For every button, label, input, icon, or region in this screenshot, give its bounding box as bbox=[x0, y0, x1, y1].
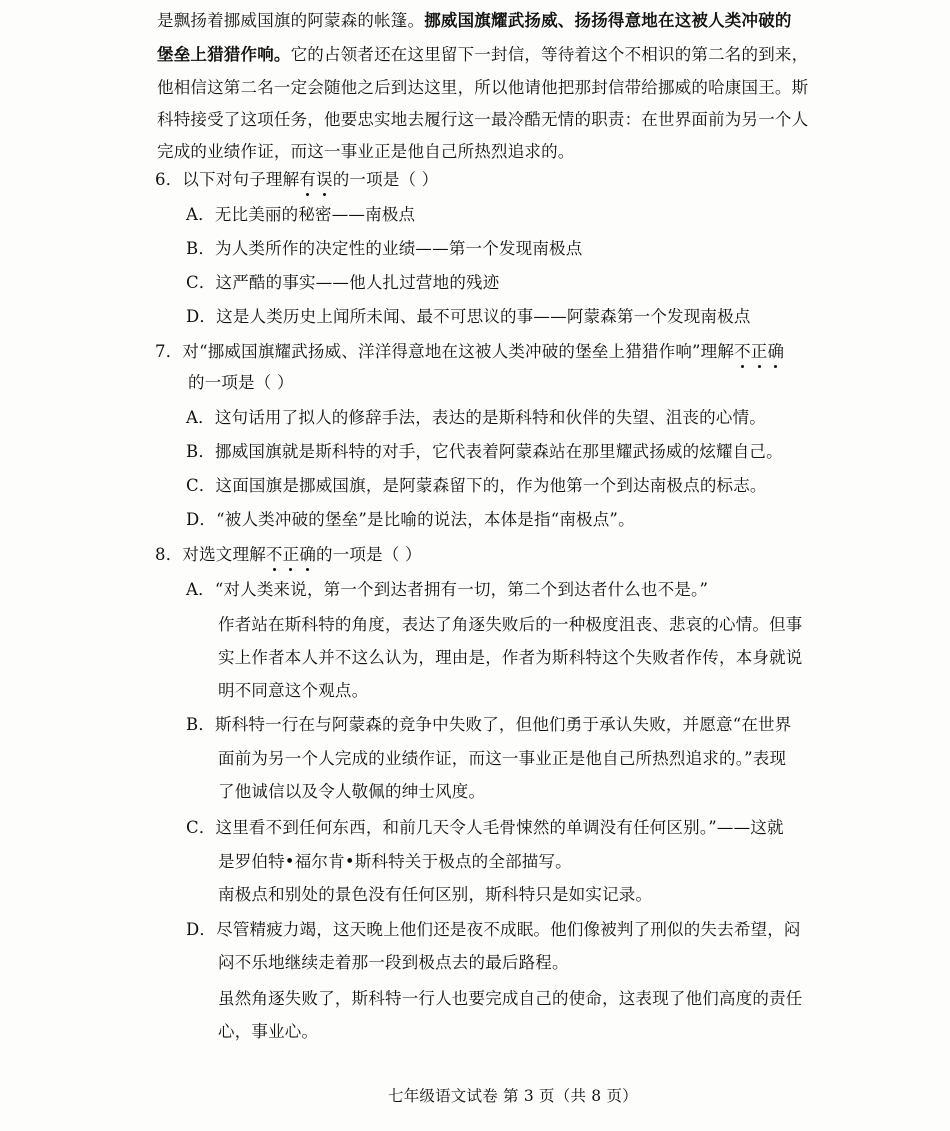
passage-line-1-plain: 是飘扬着挪威国旗的阿蒙森的帐篷。 bbox=[157, 11, 425, 30]
q7-option-c: C．这面国旗是挪威国旗，是阿蒙森留下的，作为他第一个到达南极点的标志。 bbox=[186, 476, 767, 495]
passage-line-1-bold: 挪威国旗耀武扬威、扬扬得意地在这被人类冲破的 bbox=[424, 11, 792, 30]
q6-emphasis-char-2: 误 bbox=[316, 170, 333, 189]
q8-option-c-line-3: 南极点和别处的景色没有任何区别，斯科特只是如实记录。 bbox=[218, 885, 653, 904]
q6-stem-text: 6．以下对句子理解 bbox=[155, 170, 300, 189]
passage-line-1 bbox=[157, 10, 792, 32]
q8-option-c-line-2: 是罗伯特•福尔肯•斯科特关于极点的全部描写。 bbox=[218, 852, 572, 871]
passage-line-4: 科特接受了这项任务，他要忠实地去履行这一最冷酷无情的职责：在世界面前为另一个人 bbox=[157, 110, 809, 129]
q6-option-b: B．为人类所作的决定性的业绩——第一个发现南极点 bbox=[186, 239, 583, 258]
q8-emphasis-char-3: 确 bbox=[299, 545, 317, 564]
q8-option-c-line-1: C．这里看不到任何东西，和前几天令人毛骨悚然的单调没有任何区别。”——这就 bbox=[186, 818, 784, 837]
q8-option-b-line-1: B．斯科特一行在与阿蒙森的竞争中失败了，但他们勇于承认失败，并愿意“在世界 bbox=[186, 715, 792, 734]
q6-stem bbox=[155, 169, 438, 191]
q8-option-d-line-4: 心，事业心。 bbox=[218, 1022, 319, 1041]
q8-option-d-line-2: 闷不乐地继续走着那一段到极点去的最后路程。 bbox=[218, 953, 569, 972]
q7-stem bbox=[155, 341, 784, 363]
q8-option-d-line-1: D．尽管精疲力竭，这天晚上他们还是夜不成眠。他们像被判了刑似的失去希望，闷 bbox=[186, 920, 801, 939]
passage-line-5: 完成的业绩作证，而这一事业正是他自己所热烈追求的。 bbox=[157, 142, 575, 161]
q6-stem-end: 的一项是（ ） bbox=[332, 170, 439, 189]
q8-option-d-line-3: 虽然角逐失败了，斯科特一行人也要完成自己的使命，这表现了他们高度的责任 bbox=[218, 989, 803, 1008]
q6-emphasis-char-1: 有 bbox=[299, 170, 317, 189]
q8-stem-end: 的一项是（ ） bbox=[316, 545, 422, 564]
q6-option-a: A．无比美丽的秘密——南极点 bbox=[186, 205, 416, 224]
q8-option-a-line-3: 实上作者本人并不这么认为，理由是，作者为斯科特这个失败者作传，本身就说 bbox=[218, 648, 803, 667]
q8-option-b-line-3: 了他诚信以及令人敬佩的绅士风度。 bbox=[218, 782, 486, 801]
q7-option-d: D．“被人类冲破的堡垒”是比喻的说法，本体是指“南极点”。 bbox=[186, 510, 635, 529]
q7-emphasis-char-1: 不 bbox=[734, 342, 751, 361]
q7-emphasis-char-3: 确 bbox=[767, 342, 785, 361]
q6-option-d: D．这是人类历史上闻所未闻、最不可思议的事——阿蒙森第一个发现南极点 bbox=[186, 307, 751, 326]
q7-emphasis-char-2: 正 bbox=[750, 342, 768, 361]
passage-line-2-bold: 堡垒上猎猎作响。 bbox=[157, 45, 291, 64]
q8-option-a-line-2: 作者站在斯科特的角度，表达了角逐失败后的一种极度沮丧、悲哀的心情。但事 bbox=[218, 615, 803, 634]
page-footer: 七年级语文试卷 第 3 页（共 8 页） bbox=[388, 1087, 638, 1105]
q7-option-b: B．挪威国旗就是斯科特的对手，它代表着阿蒙森站在那里耀武扬威的炫耀自己。 bbox=[186, 442, 783, 461]
q8-stem bbox=[155, 544, 422, 566]
q7-stem-continuation: 的一项是（ ） bbox=[188, 373, 294, 392]
passage-line-2 bbox=[157, 44, 808, 66]
passage-line-3: 他相信这第二名一定会随他之后到达这里，所以他请他把那封信带给挪威的哈康国王。斯 bbox=[157, 78, 809, 97]
passage-line-2-plain: 它的占领者还在这里留下一封信，等待着这个不相识的第二名的到来， bbox=[290, 45, 809, 64]
q6-option-c: C．这严酷的事实——他人扎过营地的残迹 bbox=[186, 273, 500, 292]
q8-option-b-line-2: 面前为另一个人完成的业绩作证，而这一事业正是他自己所热烈追求的。”表现 bbox=[218, 749, 787, 768]
q7-stem-text: 7．对“挪威国旗耀武扬威、洋洋得意地在这被人类冲破的堡垒上猎猎作响”理解 bbox=[155, 342, 735, 361]
q8-emphasis-char-1: 不 bbox=[265, 545, 283, 564]
q8-emphasis-char-2: 正 bbox=[282, 545, 300, 564]
q7-option-a: A．这句话用了拟人的修辞手法，表达的是斯科特和伙伴的失望、沮丧的心情。 bbox=[186, 408, 766, 427]
q8-stem-text: 8．对选文理解 bbox=[155, 545, 266, 564]
q8-option-a-line-1: A．“对人类来说，第一个到达者拥有一切，第二个到达者什么也不是。” bbox=[186, 580, 709, 599]
q8-option-a-line-4: 明不同意这个观点。 bbox=[218, 681, 369, 700]
